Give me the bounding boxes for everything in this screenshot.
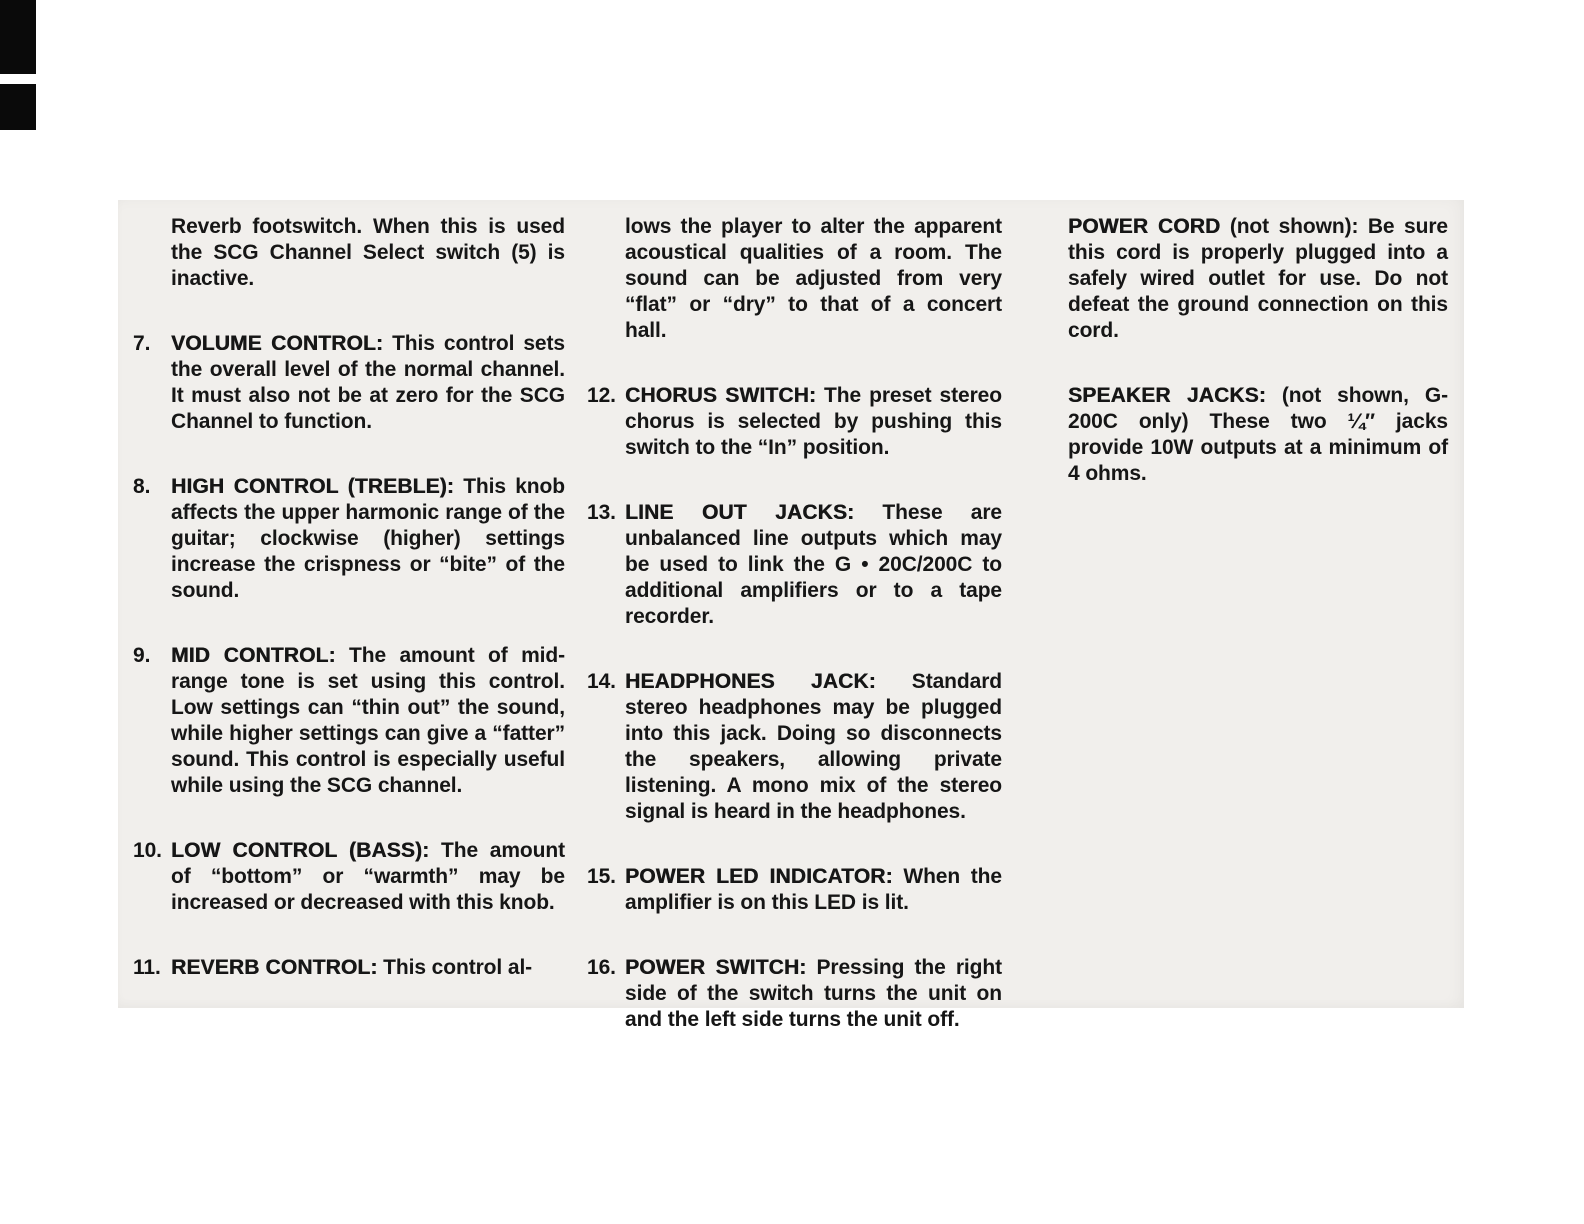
item-text: Reverb footswitch. When this is used the SCG Channel Select switch (5) is inactive.: [171, 215, 565, 290]
item-number: 8.: [133, 475, 151, 498]
item-number: 16.: [587, 956, 616, 979]
item-body: [1068, 214, 1448, 344]
item-number: 11.: [133, 956, 161, 979]
manual-item: [587, 214, 1002, 344]
item-label: POWER LED INDICATOR:: [625, 865, 893, 888]
item-text: The amount of mid-range tone is set using this control. Low settings can “thin out” the sound, while higher settings can give a “fatter” sound. This control is especially useful while using the SCG channel.: [171, 644, 565, 797]
item-text: (not shown): Be sure this cord is properly plugged into a safely wired outlet for use. Do not defeat the ground connection on this cord.: [1068, 215, 1448, 342]
item-label: HEADPHONES JACK:: [625, 670, 876, 693]
item-text: lows the player to alter the apparent acoustical qualities of a room. The sound can be adjusted from very “flat” or “dry” to that of a concert hall.: [625, 215, 1002, 342]
item-number: 15.: [587, 865, 616, 888]
manual-item: [587, 383, 1002, 461]
item-text: (not shown, G-200C only) These two ¼″ jacks provide 10W outputs at a minimum of 4 ohms.: [1068, 384, 1448, 485]
item-body: [625, 669, 1002, 825]
item-label: LINE OUT JACKS:: [625, 501, 855, 524]
item-label: VOLUME CONTROL:: [171, 332, 384, 355]
column-3: [1068, 214, 1448, 487]
manual-item: [133, 643, 565, 799]
manual-item: [587, 955, 1002, 1033]
item-number: 13.: [587, 501, 616, 524]
item-body: [171, 214, 565, 292]
scan-artifact-top: [0, 0, 36, 74]
manual-item: [587, 500, 1002, 630]
manual-item: [133, 214, 565, 292]
page-columns: [118, 200, 1464, 1033]
item-number: 12.: [587, 384, 616, 407]
column-2: [587, 214, 1002, 1033]
item-label: HIGH CONTROL (TREBLE):: [171, 475, 454, 498]
item-number: 10.: [133, 839, 162, 862]
item-label: POWER CORD: [1068, 215, 1221, 238]
manual-item: [133, 838, 565, 916]
item-number: [133, 214, 171, 292]
column-1: [133, 214, 565, 981]
item-number: [587, 214, 625, 344]
item-text: The amount of “bottom” or “warmth” may be increased or decreased with this knob.: [171, 839, 565, 914]
item-text: The preset stereo chorus is selected by pushing this switch to the “In” position.: [625, 384, 1002, 459]
item-body: [171, 331, 565, 435]
manual-page: [118, 200, 1464, 1031]
item-body: [171, 838, 565, 916]
manual-item: [587, 669, 1002, 825]
item-number: 7.: [133, 332, 151, 355]
item-number: 14.: [587, 670, 616, 693]
item-number: 9.: [133, 644, 151, 667]
manual-item: [133, 331, 565, 435]
item-text: When the amplifier is on this LED is lit.: [625, 865, 1002, 914]
manual-item: [1068, 214, 1448, 344]
item-body: [625, 383, 1002, 461]
item-text: Standard stereo headphones may be plugged into this jack. Doing so disconnects the speakers, allowing private listening. A mono mix of the stereo signal is heard in the headphones.: [625, 670, 1002, 823]
item-body: [625, 214, 1002, 344]
item-body: [171, 643, 565, 799]
item-label: MID CONTROL:: [171, 644, 336, 667]
item-body: [625, 864, 1002, 916]
manual-item: [587, 864, 1002, 916]
item-label: POWER SWITCH:: [625, 956, 807, 979]
item-text: This control al-: [383, 956, 533, 979]
manual-item: [133, 474, 565, 604]
item-text: These are unbalanced line outputs which may be used to link the G • 20C/200C to additional amplifiers or to a tape recorder.: [625, 501, 1002, 628]
item-label: LOW CONTROL (BASS):: [171, 839, 430, 862]
item-text: Pressing the right side of the switch turns the unit on and the left side turns the unit off.: [625, 956, 1002, 1031]
item-body: [625, 955, 1002, 1033]
scan-artifact-bottom: [0, 84, 36, 130]
item-body: [171, 474, 565, 604]
item-label: REVERB CONTROL:: [171, 956, 378, 979]
item-text: This knob affects the upper harmonic range of the guitar; clockwise (higher) settings increase the crispness or “bite” of the sound.: [171, 475, 565, 602]
item-label: SPEAKER JACKS:: [1068, 384, 1266, 407]
manual-item: [1068, 383, 1448, 487]
item-text: This control sets the overall level of the normal channel. It must also not be at zero for the SCG Channel to function.: [171, 332, 565, 433]
item-body: [625, 500, 1002, 630]
item-label: CHORUS SWITCH:: [625, 384, 817, 407]
item-body: [171, 955, 565, 981]
item-body: [1068, 383, 1448, 487]
manual-item: [133, 955, 565, 981]
